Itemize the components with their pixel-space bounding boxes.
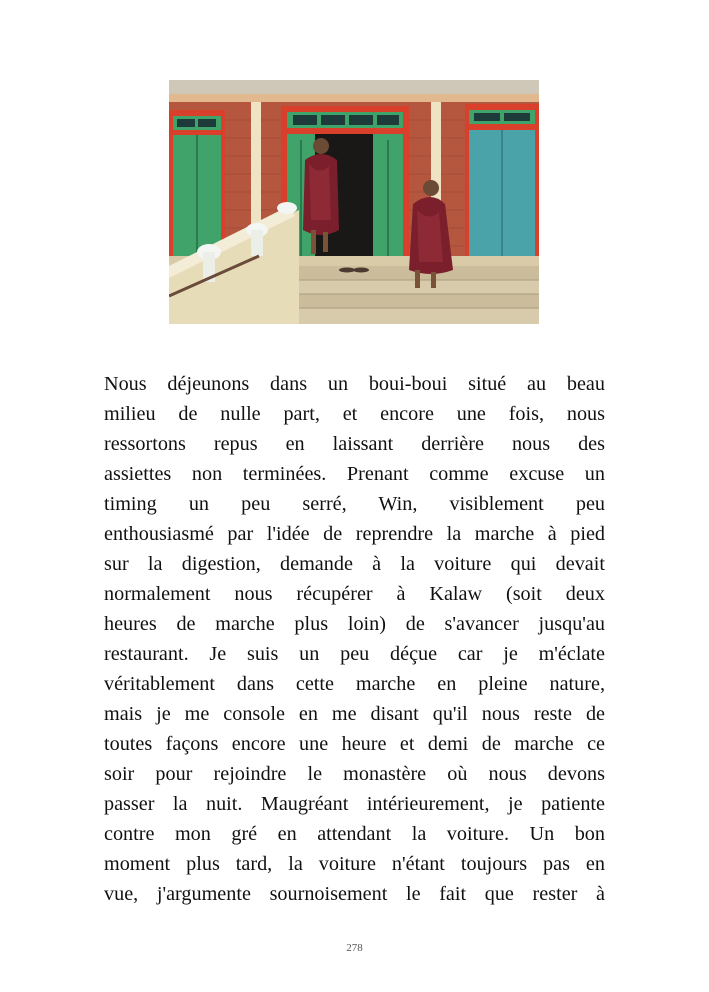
text-line: contre mon gré en attendant la voiture. Un bon [104,823,605,845]
text-line: assiettes non terminées. Prenant comme excuse un [104,463,605,485]
text-line: enthousiasmé par l'idée de reprendre la marche à pied [104,523,605,545]
text-line: milieu de nulle part, et encore une fois, nous [104,403,605,425]
text-line: heures de marche plus loin) de s'avancer jusqu'au [104,613,605,635]
text-line: sur la digestion, demande à la voiture qui devait [104,553,605,575]
page-number: 278 [346,942,363,954]
text-line: toutes façons encore une heure et demi de marche ce [104,733,605,755]
text-line: soir pour rejoindre le monastère où nous devons [104,763,605,785]
text-line: passer la nuit. Maugréant intérieurement, je patiente [104,793,605,815]
text-line: véritablement dans cette marche en pleine nature, [104,673,605,695]
body-paragraph [104,369,605,909]
text-line: Nous déjeunons dans un boui-boui situé au beau [104,373,605,395]
text-line: normalement nous récupérer à Kalaw (soit deux [104,583,605,605]
text-line: moment plus tard, la voiture n'étant toujours pas en [104,853,605,875]
text-line: ressortons repus en laissant derrière nous des [104,433,605,455]
photo-monks-entering-temple [169,80,539,324]
text-line: vue, j'argumente sournoisement le fait que rester à [104,883,605,905]
text-line: restaurant. Je suis un peu déçue car je m'éclate [104,643,605,665]
text-line: mais je me console en me disant qu'il nous reste de [104,703,605,725]
text-line: timing un peu serré, Win, visiblement peu [104,493,605,515]
